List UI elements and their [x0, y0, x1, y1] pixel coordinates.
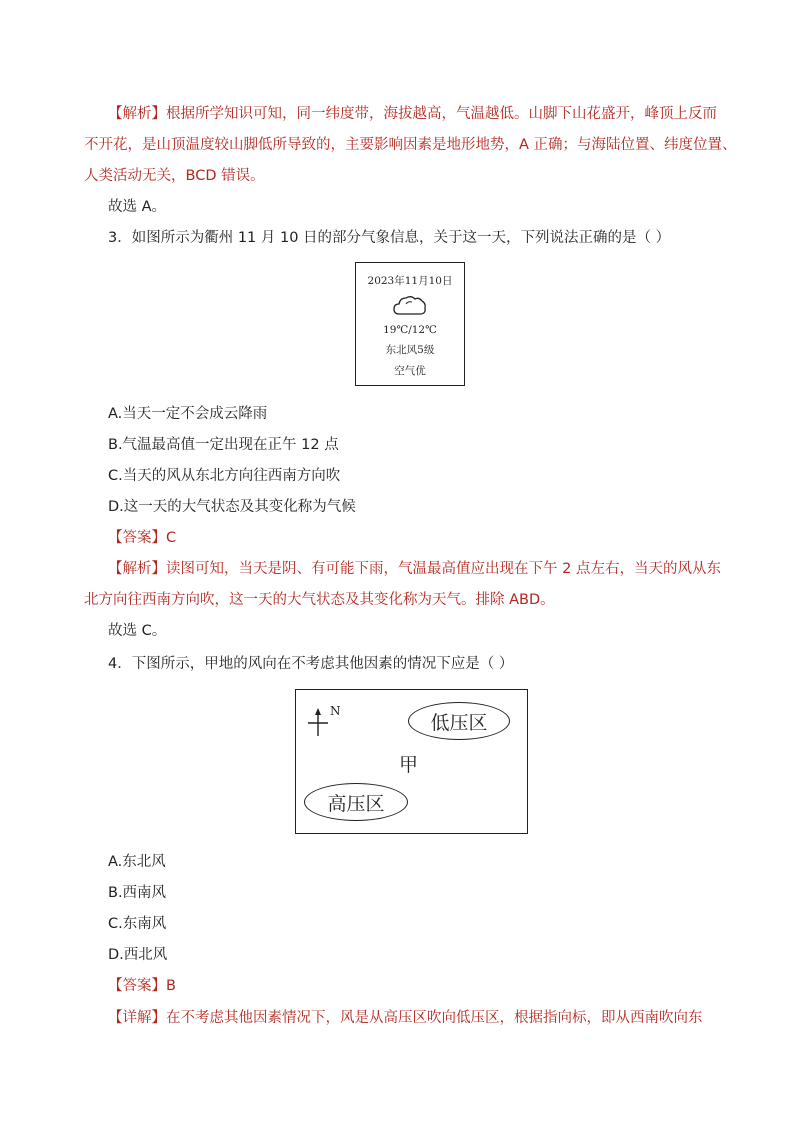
q4-question: 4．下图所示，甲地的风向在不考虑其他因素的情况下应是（ ） — [108, 656, 514, 672]
high-pressure-area: 高压区 — [304, 783, 408, 821]
q4-option-c: C.东南风 — [108, 916, 167, 932]
pressure-map-figure — [295, 689, 528, 834]
q4-answer: 【答案】B — [108, 978, 176, 994]
q3-answer: 【答案】C — [108, 530, 177, 546]
q2-analysis-line-2: 不开花，是山顶温度较山脚低所导致的，主要影响因素是地形地势，A 正确；与海陆位置、纬度位置、 — [84, 137, 737, 153]
weather-air-quality: 空气优 — [394, 365, 426, 377]
q3-question: 3．如图所示为衢州 11 月 10 日的部分气象信息，关于这一天，下列说法正确的是（ ） — [108, 230, 671, 246]
q3-option-b: B.气温最高值一定出现在正午 12 点 — [108, 437, 339, 453]
q3-analysis-line-1: 【解析】读图可知，当天是阴、有可能下雨，气温最高值应出现在下午 2 点左右，当天的风从东 — [108, 561, 721, 577]
analysis-tag: 【解析】 — [108, 106, 166, 122]
place-jia: 甲 — [399, 754, 419, 776]
weather-date: 2023年11月10日 — [367, 275, 453, 287]
low-pressure-area: 低压区 — [408, 702, 510, 740]
q4-option-d: D.西北风 — [108, 947, 168, 963]
weather-info-figure — [355, 262, 465, 386]
q2-analysis-line-1: 【解析】根据所学知识可知，同一纬度带，海拔越高，气温越低。山脚下山花盛开，峰顶上反而 — [108, 106, 717, 122]
q3-conclusion: 故选 C。 — [108, 623, 167, 639]
q3-option-d: D.这一天的大气状态及其变化称为气候 — [108, 499, 356, 515]
q4-detail-line-1: 【详解】在不考虑其他因素情况下，风是从高压区吹向低压区，根据指向标，即从西南吹向东 — [108, 1010, 703, 1026]
q4-option-b: B.西南风 — [108, 885, 167, 901]
weather-wind: 东北风5级 — [385, 344, 435, 356]
q2-analysis-line-3: 人类活动无关，BCD 错误。 — [84, 168, 265, 184]
q3-analysis-line-2: 北方向往西南方向吹，这一天的大气状态及其变化称为天气。排除 ABD。 — [84, 592, 555, 608]
q3-option-a: A.当天一定不会成云降雨 — [108, 406, 268, 422]
cloud-icon — [393, 294, 427, 316]
q2-conclusion: 故选 A。 — [108, 199, 167, 215]
q3-option-c: C.当天的风从东北方向往西南方向吹 — [108, 468, 341, 484]
weather-temperature: 19℃/12℃ — [383, 324, 437, 336]
north-label: N — [330, 704, 341, 718]
q4-option-a: A.东北风 — [108, 854, 166, 870]
